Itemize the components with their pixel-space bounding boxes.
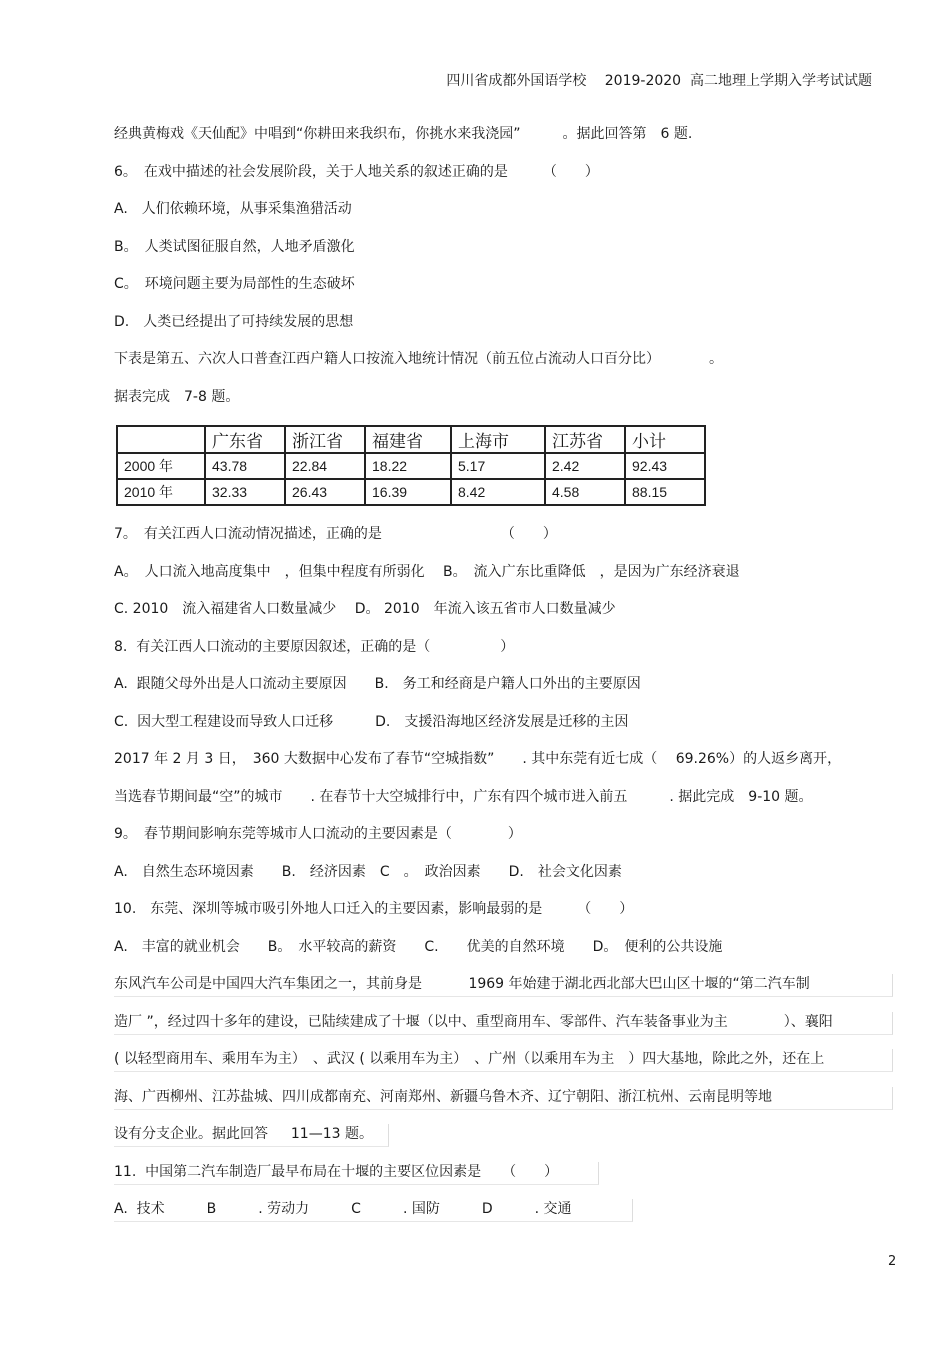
options-7ab: A。 人口流入地高度集中 ，但集中程度有所弱化 B。 流入广东比重降低 ，是因为广东经济衰退	[114, 564, 740, 580]
question-10: 10. 东莞、深圳等城市吸引外地人口迁入的主要因素，影响最弱的是 （ ）	[114, 901, 634, 917]
option-6a: A. 人们依赖环境，从事采集渔猎活动	[114, 201, 352, 217]
table-cell: 浙江省	[285, 426, 365, 453]
table-row	[117, 479, 705, 505]
passage-11-13-line3: ( 以轻型商用车、乘用车为主） 、武汉 ( 以乘用车为主） 、广州（以乘用车为主 ）四大基地，除此之外，还在上	[114, 1049, 893, 1072]
option-6b: B。 人类试图征服自然，人地矛盾激化	[114, 239, 355, 255]
question-9: 9。 春节期间影响东莞等城市人口流动的主要因素是（ ）	[114, 826, 522, 842]
table-cell: 福建省	[365, 426, 451, 453]
table-cell: 5.17	[451, 453, 545, 479]
table-cell: 22.84	[285, 453, 365, 479]
question-7: 7。 有关江西人口流动情况描述，正确的是 （ ）	[114, 526, 557, 542]
passage-11-13-line2: 造厂 ”，经过四十多年的建设，已陆续建成了十堰（以中、重型商用车、零部件、汽车装备事业为主 ）、襄阳	[114, 1012, 893, 1035]
table-cell: 广东省	[205, 426, 285, 453]
question-6: 6。 在戏中描述的社会发展阶段，关于人地关系的叙述正确的是 （ ）	[114, 164, 599, 180]
intro-text: 经典黄梅戏《天仙配》中唱到“你耕田来我织布，你挑水来我浇园” 。据此回答第 6 题.	[114, 126, 693, 142]
table-instruction: 据表完成 7-8 题。	[114, 389, 240, 405]
table-cell: 江苏省	[545, 426, 625, 453]
table-cell: 43.78	[205, 453, 285, 479]
table-intro: 下表是第五、六次人口普查江西户籍人口按流入地统计情况（前五位占流动人口百分比） 。	[114, 351, 723, 367]
question-8: 8. 有关江西人口流动的主要原因叙述，正确的是（ ）	[114, 639, 515, 655]
table-cell: 26.43	[285, 479, 365, 505]
table-cell: 上海市	[451, 426, 545, 453]
passage-11-13-line5: 设有分支企业。据此回答 11—13 题。	[114, 1124, 389, 1147]
option-6c: C。 环境问题主要为局部性的生态破坏	[114, 276, 355, 292]
option-6d: D. 人类已经提出了可持续发展的思想	[114, 314, 354, 330]
passage-9-10-line1: 2017 年 2 月 3 日， 360 大数据中心发布了春节“空城指数” . 其中东莞有近七成（ 69.26%）的人返乡离开，	[114, 751, 842, 767]
table-cell: 32.33	[205, 479, 285, 505]
table-cell: 2010 年	[117, 479, 205, 505]
passage-9-10-line2: 当选春节期间最“空”的城市 . 在春节十大空城排行中，广东有四个城市进入前五 . 据此完成 9-10 题。	[114, 789, 813, 805]
table-cell: 16.39	[365, 479, 451, 505]
table-cell: 18.22	[365, 453, 451, 479]
options-11: A. 技术 B . 劳动力 C . 国防 D . 交通	[114, 1199, 633, 1222]
table-cell: 8.42	[451, 479, 545, 505]
table-cell	[117, 426, 205, 453]
page-number: 2	[888, 1254, 897, 1269]
table-cell: 4.58	[545, 479, 625, 505]
page-header: 四川省成都外国语学校 2019-2020 高二地理上学期入学考试试题	[446, 73, 872, 89]
options-10: A. 丰富的就业机会 B。 水平较高的薪资 C. 优美的自然环境 D。 便利的公共设施	[114, 939, 723, 955]
population-table	[116, 425, 706, 506]
passage-11-13-line4: 海、广西柳州、江苏盐城、四川成都南充、河南郑州、新疆乌鲁木齐、辽宁朝阳、浙江杭州、云南昆明等地	[114, 1087, 893, 1110]
options-8ab: A. 跟随父母外出是人口流动主要原因 B. 务工和经商是户籍人口外出的主要原因	[114, 676, 641, 692]
table-cell: 88.15	[625, 479, 705, 505]
table-row	[117, 453, 705, 479]
options-9: A. 自然生态环境因素 B. 经济因素 C 。 政治因素 D. 社会文化因素	[114, 864, 622, 880]
options-8cd: C. 因大型工程建设而导致人口迁移 D. 支援沿海地区经济发展是迁移的主因	[114, 714, 629, 730]
table-cell: 2.42	[545, 453, 625, 479]
options-7cd: C. 2010 流入福建省人口数量减少 D。 2010 年流入该五省市人口数量减少	[114, 601, 616, 617]
table-cell: 小计	[625, 426, 705, 453]
passage-11-13-line1: 东风汽车公司是中国四大汽车集团之一，其前身是 1969 年始建于湖北西北部大巴山区十堰的“第二汽车制	[114, 974, 893, 997]
table-cell: 2000 年	[117, 453, 205, 479]
table-cell: 92.43	[625, 453, 705, 479]
question-11: 11. 中国第二汽车制造厂最早布局在十堰的主要区位因素是 （ ）	[114, 1162, 599, 1185]
table-header-row	[117, 426, 705, 453]
